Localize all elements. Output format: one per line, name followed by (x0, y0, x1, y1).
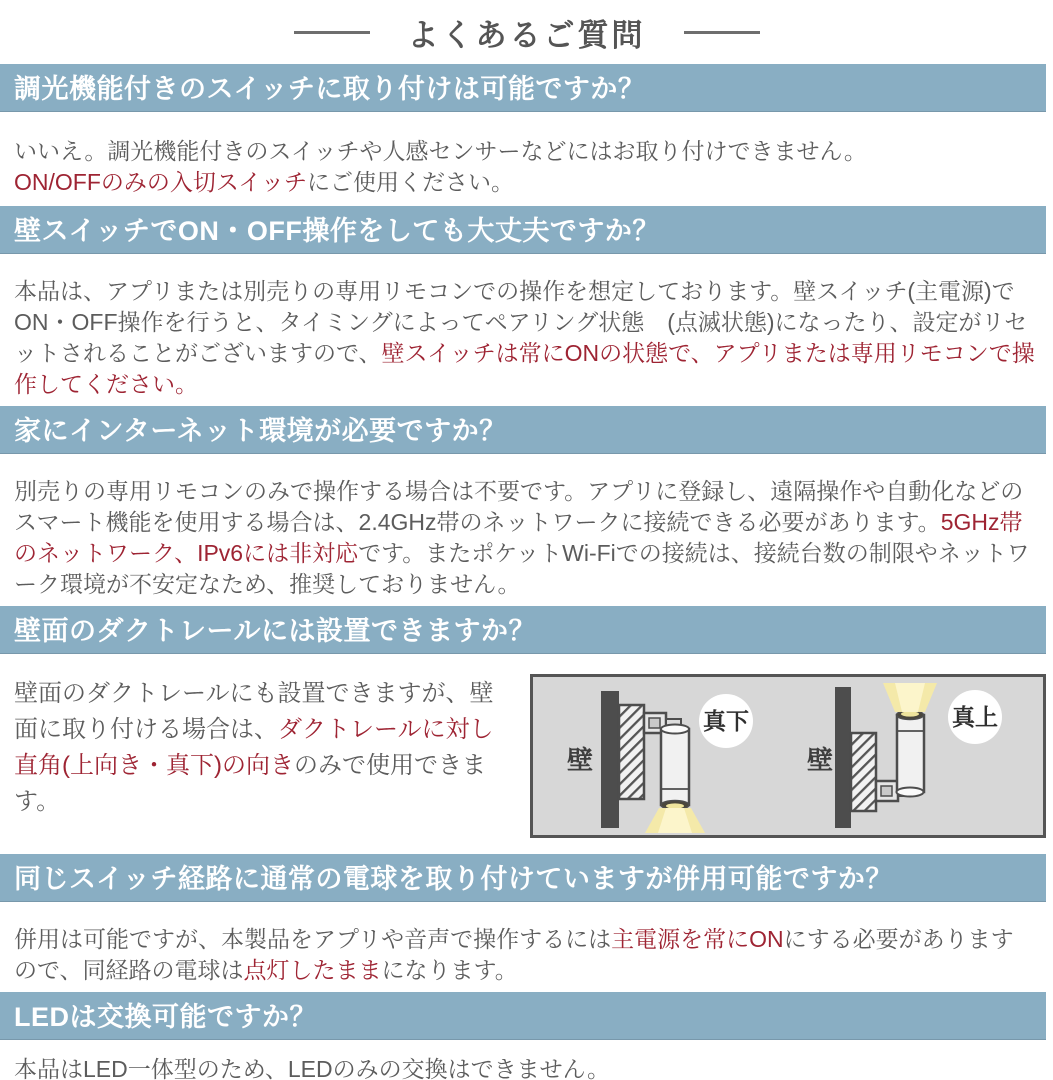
spotlight-up-bottom (897, 788, 924, 797)
spotlight-down-top (661, 725, 689, 734)
answer-text-emphasis: 点灯したまま (243, 957, 382, 983)
answer-text: 本品はLED一体型のため、LEDのみの交換はできません。 (14, 1056, 610, 1080)
answer-text-emphasis: 主電源を常にON (611, 926, 784, 952)
bracket-knob-left (649, 718, 660, 728)
answer-same-circuit (0, 902, 1053, 992)
answer-led-replacement (0, 1040, 1053, 1080)
question-bar-led-replacement: LEDは交換可能ですか？ (0, 992, 1046, 1040)
page-title: よくあるご質問 (407, 17, 646, 53)
faq-item-duct-rail (0, 606, 1053, 854)
title-dash-right-icon (684, 31, 760, 34)
answer-text: です。またポケットWi-Fiでの接続は、接続台数の制限やネットワーク環境が不安定なため、推奨しておりません。 (14, 540, 1030, 597)
answer-text: 本品は、アプリまたは別売りの専用リモコンでの操作を想定しております。壁スイッチ(主電源)でON・OFF操作を行うと、タイミングによってペアリング状態 (点滅状態)になったり、設定がリセットされることがございますので、 (14, 278, 1028, 366)
answer-text: 別売りの専用リモコンのみで操作する場合は不要です。アプリに登録し、遠隔操作や自動化などのスマート機能を使用する場合は、2.4GHz帯のネットワークに接続できる必要があります。 (14, 478, 1024, 535)
spotlight-down-body (661, 729, 689, 805)
spotlight-up-body (897, 715, 924, 792)
duct-rail-diagram (530, 674, 1046, 838)
question-bar-wall-switch: 壁スイッチでON・OFF操作をしても大丈夫ですか？ (0, 206, 1046, 254)
question-bar-internet: 家にインターネット環境が必要ですか？ (0, 406, 1046, 454)
badge-label-down: 真下 (703, 708, 749, 734)
answer-text-emphasis: 5GHz帯のネットワーク、IPv6には非対応 (14, 509, 1023, 566)
faq-item-wall-switch (0, 206, 1053, 406)
bracket-knob-right (881, 786, 892, 796)
question-bar-same-circuit: 同じスイッチ経路に通常の電球を取り付けていますが併用可能ですか？ (0, 854, 1046, 902)
spotlight-down-glow (666, 803, 684, 808)
answer-duct-rail-row (0, 654, 1053, 854)
answer-text: になります。 (381, 957, 518, 983)
answer-wall-switch (0, 254, 1053, 406)
faq-item-same-circuit (0, 854, 1053, 992)
spotlight-up-glow (901, 711, 919, 716)
answer-text: いいえ。調光機能付きのスイッチや人感センサーなどにはお取り付けできません。 (14, 138, 867, 164)
wall-right (835, 687, 851, 828)
answer-text: にする必要がありますので、同経路の電球は (14, 926, 1014, 983)
wall-left (601, 691, 619, 828)
question-bar-duct-rail: 壁面のダクトレールには設置できますか？ (0, 606, 1046, 654)
faq-item-led-replacement (0, 992, 1053, 1080)
answer-text-emphasis: ダクトレールに対し直角(上向き・真下)の向き (14, 716, 494, 779)
duct-rail-right (851, 733, 876, 811)
diagram-up-group (807, 683, 1002, 828)
answer-text: 併用は可能ですが、本製品をアプリや音声で操作するには (14, 926, 612, 952)
answer-text: 壁面のダクトレールにも設置できますが、壁面に取り付ける場合は、 (14, 680, 494, 743)
duct-rail-left (619, 705, 644, 799)
diagram-down-group (567, 691, 753, 833)
duct-rail-diagram-svg (533, 677, 1043, 835)
question-bar-dimmer-switch: 調光機能付きのスイッチに取り付けは可能ですか？ (0, 64, 1046, 112)
answer-text-emphasis: ON/OFFのみの入切スイッチ (14, 169, 307, 195)
answer-duct-rail (14, 674, 516, 838)
wall-label-left: 壁 (567, 745, 594, 775)
answer-text: にご使用ください。 (306, 169, 514, 195)
page-title-row (0, 0, 1053, 64)
answer-text-emphasis: 壁スイッチは常にONの状態で、アプリまたは専用リモコンで操作してください。 (14, 340, 1035, 397)
badge-label-up: 真上 (952, 704, 998, 730)
wall-label-right: 壁 (807, 745, 834, 775)
answer-internet (0, 454, 1053, 606)
faq-item-dimmer-switch (0, 64, 1053, 206)
answer-text: のみで使用できます。 (14, 752, 486, 815)
title-dash-left-icon (294, 31, 370, 34)
answer-dimmer-switch (0, 112, 1053, 206)
faq-item-internet (0, 406, 1053, 606)
